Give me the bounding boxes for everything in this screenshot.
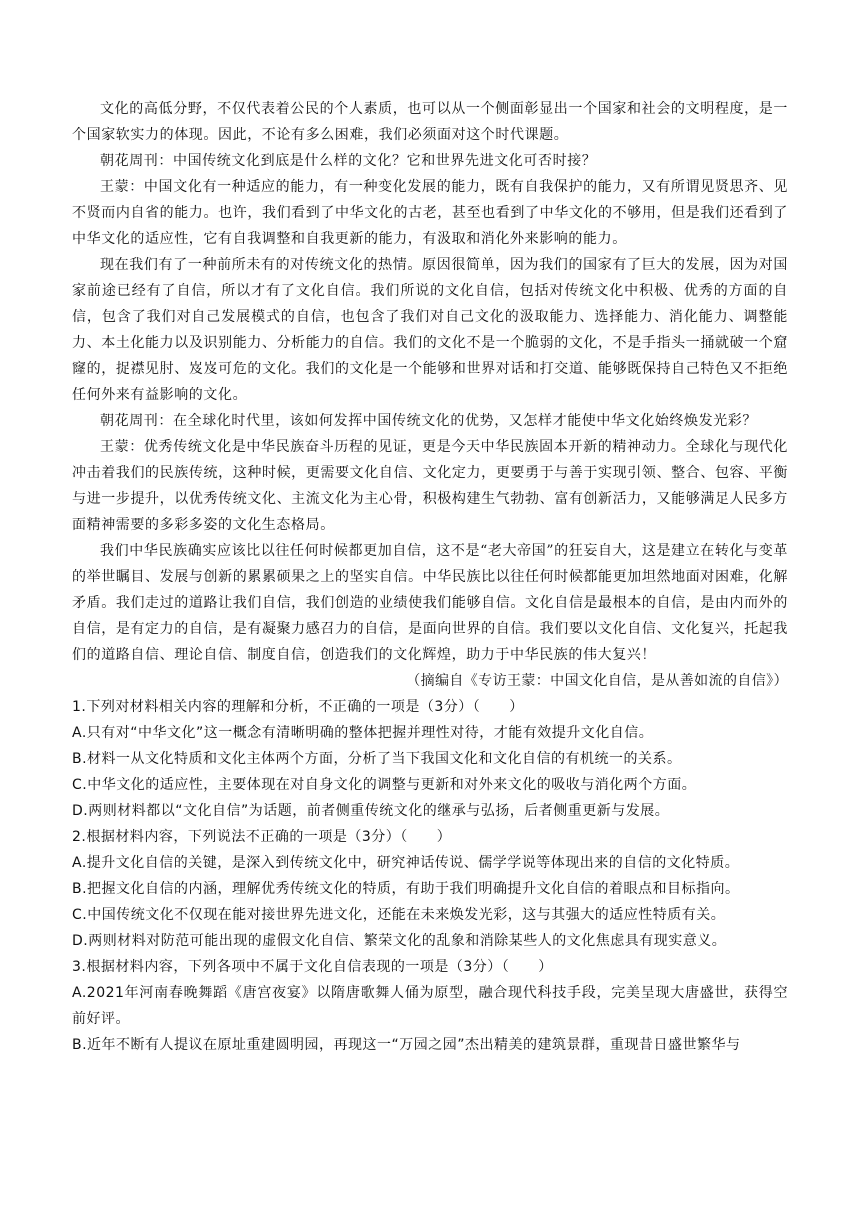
interview-answer-1: 王蒙：中国文化有一种适应的能力，有一种变化发展的能力，既有自我保护的能力，又有所谓见贤思齐、见不贤而内自省的能力。也许，我们看到了中华文化的古老，甚至也看到了中华文化的不够用，但是我们还看到了中华文化的适应性，它有自我调整和自我更新的能力，有汲取和消化外来影响的能力。	[72, 179, 788, 247]
option-a: A.2021年河南春晚舞蹈《唐宫夜宴》以隋唐歌舞人俑为原型，融合现代科技手段，完美呈现大唐盛世，获得空前好评。	[72, 985, 788, 1027]
option-d: D.两则材料都以“文化自信”为话题，前者侧重传统文化的继承与弘扬，后者侧重更新与发展。	[72, 803, 670, 819]
question-3	[72, 954, 788, 1058]
passage-paragraph-2: 现在我们有了一种前所未有的对传统文化的热情。原因很简单，因为我们的国家有了巨大的发展，因为对国家前途已经有了自信，所以才有了文化自信。我们所说的文化自信，包括对传统文化中积极、优秀的方面的自信，包含了我们对自己发展模式的自信，也包含了我们对自己文化的汲取能力、选择能力、消化能力、调整能力、本土化能力以及识别能力、分析能力的自信。我们的文化不是一个脆弱的文化，不是手指头一捅就破一个窟窿的，捉襟见肘、岌岌可危的文化。我们的文化是一个能够和世界对话和打交道、能够既保持自己特色又不拒绝任何外来有益影响的文化。	[72, 257, 788, 403]
option-a: A.提升文化自信的关键，是深入到传统文化中，研究神话传说、儒学学说等体现出来的自信的文化特质。	[72, 855, 740, 871]
question-stem: 3.根据材料内容，下列各项中不属于文化自信表现的一项是（3分）（ ）	[72, 959, 553, 975]
passage-paragraph-1: 文化的高低分野，不仅代表着公民的个人素质，也可以从一个侧面彰显出一个国家和社会的文明程度，是一个国家软实力的体现。因此，不论有多么困难，我们必须面对这个时代课题。	[72, 101, 788, 143]
option-b: B.材料一从文化特质和文化主体两个方面，分析了当下我国文化和文化自信的有机统一的关系。	[72, 751, 682, 767]
option-a: A.只有对“中华文化”这一概念有清晰明确的整体把握并理性对待，才能有效提升文化自信。	[72, 725, 654, 741]
question-stem: 2.根据材料内容，下列说法不正确的一项是（3分）（ ）	[72, 829, 452, 845]
option-c: C.中国传统文化不仅现在能对接世界先进文化，还能在未来焕发光彩，这与其强大的适应性特质有关。	[72, 907, 726, 923]
question-stem: 1.下列对材料相关内容的理解和分析，不正确的一项是（3分）（ ）	[72, 699, 524, 715]
passage-paragraph-3: 我们中华民族确实应该比以往任何时候都更加自信，这不是“老大帝国”的狂妄自大，这是建立在转化与变革的举世瞩目、发展与创新的累累硕果之上的坚实自信。中华民族比以往任何时候都能更加坦然地面对困难，化解矛盾。我们走过的道路让我们自信，我们创造的业绩使我们能够自信。文化自信是最根本的自信，是由内而外的自信，是有定力的自信，是有凝聚力感召力的自信，是面向世界的自信。我们要以文化自信、文化复兴，托起我们的道路自信、理论自信、制度自信，创造我们的文化辉煌，助力于中华民族的伟大复兴！	[72, 543, 788, 663]
passage-source: （摘编自《专访王蒙：中国文化自信，是从善如流的自信》）	[406, 673, 788, 689]
interview-answer-2: 王蒙：优秀传统文化是中华民族奋斗历程的见证，更是今天中华民族固本开新的精神动力。全球化与现代化冲击着我们的民族传统，这种时候，更需要文化自信、文化定力，更要勇于与善于实现引领、整合、包容、平衡与进一步提升，以优秀传统文化、主流文化为主心骨，积极构建生气勃勃、富有创新活力，又能够满足人民多方面精神需要的多彩多姿的文化生态格局。	[72, 439, 788, 533]
option-d: D.两则材料对防范可能出现的虚假文化自信、繁荣文化的乱象和消除某些人的文化焦虑具有现实意义。	[72, 933, 727, 949]
question-2	[72, 824, 788, 954]
option-b: B.近年不断有人提议在原址重建圆明园，再现这一“万园之园”杰出精美的建筑景群，重现昔日盛世繁华与	[72, 1037, 741, 1053]
question-1	[72, 694, 788, 824]
option-c: C.中华文化的适应性，主要体现在对自身文化的调整与更新和对外来文化的吸收与消化两个方面。	[72, 777, 697, 793]
interview-question-1: 朝花周刊：中国传统文化到底是什么样的文化？它和世界先进文化可否时接？	[100, 153, 597, 169]
option-b: B.把握文化自信的内涵，理解优秀传统文化的特质，有助于我们明确提升文化自信的着眼点和目标指向。	[72, 881, 740, 897]
interview-question-2: 朝花周刊：在全球化时代里，该如何发挥中国传统文化的优势，又怎样才能使中华文化始终焕发光彩？	[100, 413, 757, 429]
document-content	[72, 96, 788, 1058]
